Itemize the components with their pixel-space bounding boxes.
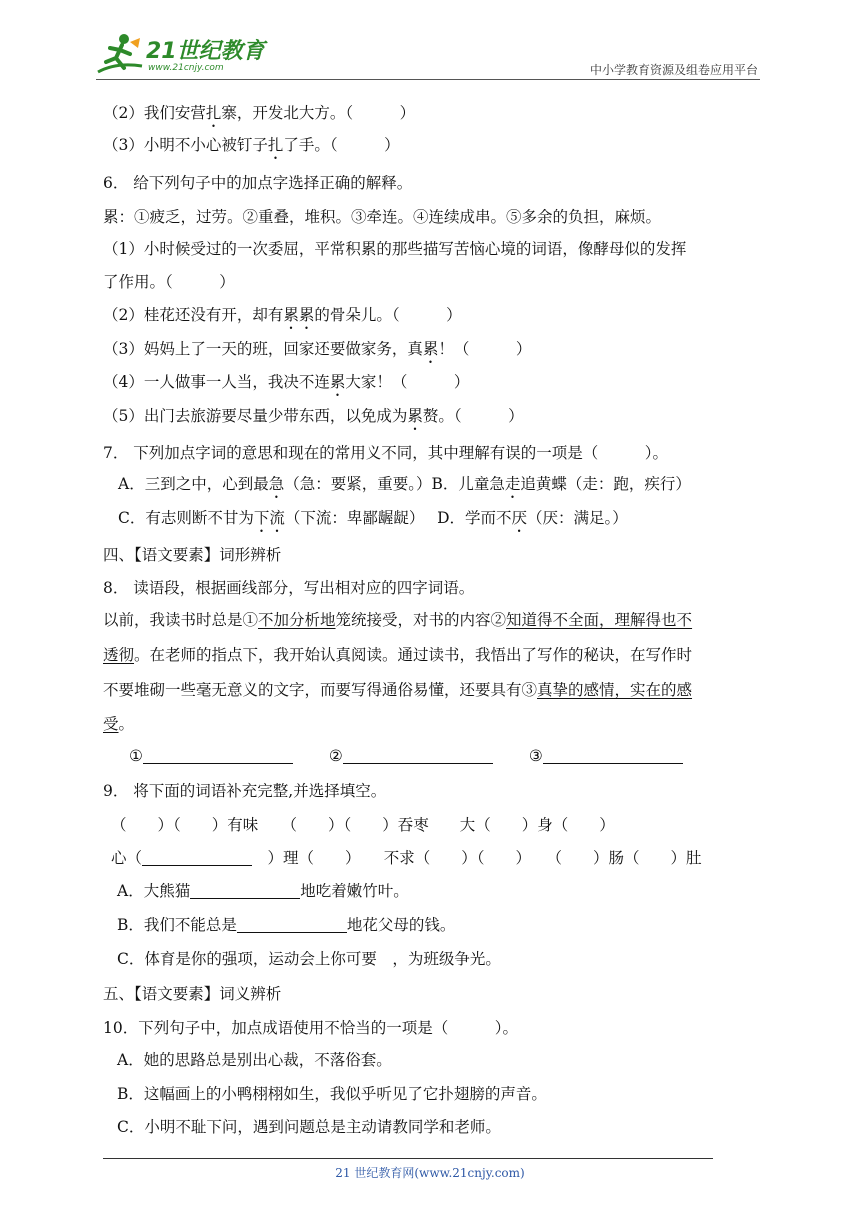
q8-passage-2: 透彻。在老师的指点下，我开始认真阅读。通过读书，我悟出了写作的秘诀，在写作时 — [103, 646, 693, 664]
answer-label: ③ — [528, 747, 543, 765]
footer-divider — [103, 1158, 713, 1159]
q6-item-1: （1）小时候受过的一次委屈，平常积累的那些描写苦恼心境的词语，像酵母似的发挥 — [103, 240, 687, 258]
runner-logo-icon — [96, 32, 144, 78]
site-logo[interactable] — [96, 30, 296, 80]
q10-stem: 10．下列句子中，加点成语使用不恰当的一项是（ ）。 — [103, 1019, 518, 1037]
q8-passage-4: 受。 — [103, 715, 135, 733]
platform-name: 中小学教育资源及组卷应用平台 — [589, 63, 758, 77]
page-header — [96, 30, 760, 82]
q9-stem: 9． 将下面的词语补充完整,并选择填空。 — [103, 782, 387, 800]
q7-options-cd: C．有志则断不甘为下流（下流：卑鄙龌龊） D．学而不厌（厌：满足。） — [118, 509, 628, 527]
footer-text[interactable]: 21 世纪教育网(www.21cnjy.com) — [335, 1166, 525, 1180]
q9-option-b: B．我们不能总是 地花父母的钱。 — [117, 916, 456, 934]
q7-stem: 7． 下列加点字词的意思和现在的常用义不同，其中理解有误的一项是（ ）。 — [103, 444, 669, 462]
answer-blank[interactable] — [143, 747, 293, 764]
q6-stem: 6． 给下列句子中的加点字选择正确的解释。 — [103, 174, 413, 192]
section-4-heading: 四、【语文要素】词形辨析 — [103, 546, 282, 564]
q8-stem: 8． 读语段，根据画线部分，写出相对应的四字词语。 — [103, 579, 475, 597]
q8-answer-blanks[interactable] — [129, 745, 683, 767]
fill-blank[interactable] — [237, 916, 347, 933]
fill-blank[interactable] — [142, 849, 252, 866]
q8-passage-3: 不要堆砌一些毫无意义的文字，而要写得通俗易懂，还要具有③真挚的感情，实在的感 — [103, 681, 693, 699]
q6-item-4: （4）一人做事一人当，我决不连累大家！（ ） — [103, 373, 470, 391]
answer-blank[interactable] — [343, 747, 493, 764]
q9-words-row-2: 心（ ）理（ ） 不求（ ）（ ） （ ）肠（ ）肚 — [111, 849, 702, 867]
fill-blank[interactable] — [190, 882, 300, 899]
q10-option-a: A．她的思路总是别出心裁，不落俗套。 — [117, 1051, 392, 1069]
q6-item-2: （2）桂花还没有开，却有累累的骨朵儿。（ ） — [103, 306, 462, 324]
answer-label: ② — [328, 747, 343, 765]
logo-url: www.21cnjy.com — [148, 63, 224, 73]
header-divider — [96, 79, 760, 80]
q7-options-ab: A．三到之中，心到最急（急：要紧，重要。）B．儿童急走追黄蝶（走：跑，疾行） — [118, 475, 691, 493]
q9-option-a: A．大熊猫 地吃着嫩竹叶。 — [117, 882, 409, 900]
q10-option-b: B．这幅画上的小鸭栩栩如生，我似乎听见了它扑翅膀的声音。 — [117, 1085, 547, 1103]
logo-title: 21世纪教育 — [146, 39, 265, 64]
q6-item-1-cont: 了作用。（ ） — [103, 273, 235, 291]
q9-words-row-1: （ ）（ ）有味 （ ）（ ）吞枣 大（ ）身（ ） — [111, 816, 615, 834]
q5-item-2: （2）我们安营扎寨，开发北大方。（ ） — [103, 104, 416, 122]
q10-option-c: C．小明不耻下问，遇到问题总是主动请教同学和老师。 — [117, 1118, 501, 1136]
section-5-heading: 五、【语文要素】词义辨析 — [103, 985, 282, 1003]
q6-definitions: 累：①疲乏，过劳。②重叠，堆积。③牵连。④连续成串。⑤多余的负担，麻烦。 — [103, 208, 662, 226]
q9-option-c: C．体育是你的强项，运动会上你可要 ，为班级争光。 — [117, 950, 501, 968]
q5-item-3: （3）小明不小心被钉子扎了手。（ ） — [103, 136, 400, 154]
answer-label: ① — [129, 747, 143, 765]
q6-item-5: （5）出门去旅游要尽量少带东西，以免成为累赘。（ ） — [103, 407, 524, 425]
answer-blank[interactable] — [543, 747, 683, 764]
q6-item-3: （3）妈妈上了一天的班，回家还要做家务，真累！（ ） — [103, 340, 532, 358]
q8-passage-1: 以前，我读书时总是①不加分析地笼统接受，对书的内容②知道得不全面，理解得也不 — [103, 611, 693, 629]
